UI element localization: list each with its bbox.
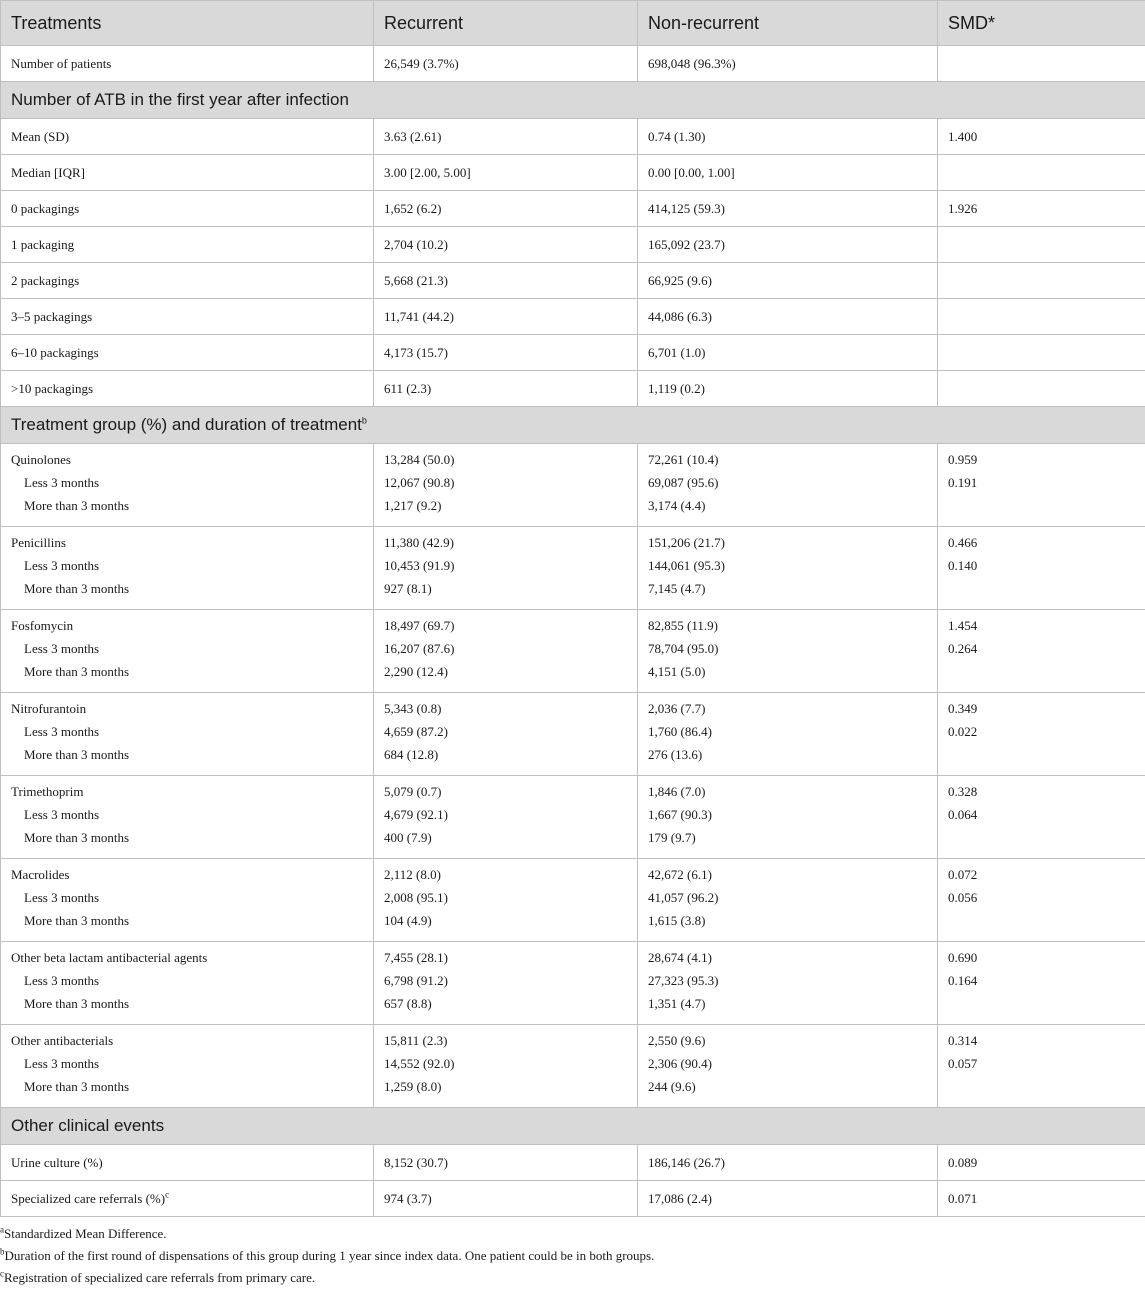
group-label-cell	[1, 942, 374, 1025]
treatment-group-row	[1, 1025, 1145, 1108]
group-name: Trimethoprim	[11, 780, 363, 803]
recurrent-value: 4,659 (87.2)	[384, 720, 627, 743]
smd-value	[938, 299, 1145, 335]
smd-value: 0.064	[948, 803, 1135, 826]
footnote-mark: b	[362, 415, 367, 425]
smd-value	[948, 660, 1135, 683]
recurrent-value: 1,217 (9.2)	[384, 494, 627, 517]
treatment-group-row	[1, 527, 1145, 610]
recurrent-value: 5,343 (0.8)	[384, 697, 627, 720]
non-recurrent-value: 28,674 (4.1)	[648, 946, 927, 969]
recurrent-values	[374, 1025, 638, 1108]
table-header-row	[1, 1, 1145, 46]
table-row	[1, 263, 1145, 299]
smd-value: 0.328	[948, 780, 1135, 803]
group-name: Nitrofurantoin	[11, 697, 363, 720]
footnote-mark: b	[0, 1247, 5, 1257]
non-recurrent-value: 2,036 (7.7)	[648, 697, 927, 720]
section-title: Other clinical events	[1, 1108, 1145, 1145]
non-recurrent-values	[638, 444, 938, 527]
non-recurrent-values	[638, 693, 938, 776]
smd-value: 0.056	[948, 886, 1135, 909]
non-recurrent-value: 44,086 (6.3)	[638, 299, 938, 335]
header-recurrent: Recurrent	[374, 1, 638, 46]
recurrent-value: 5,668 (21.3)	[374, 263, 638, 299]
smd-value: 0.349	[948, 697, 1135, 720]
treatment-group-row	[1, 776, 1145, 859]
smd-value: 0.690	[948, 946, 1135, 969]
non-recurrent-value: 6,701 (1.0)	[638, 335, 938, 371]
footnote-text: Standardized Mean Difference.	[4, 1226, 167, 1241]
footnote-mark: c	[165, 1189, 169, 1199]
recurrent-value: 1,259 (8.0)	[384, 1075, 627, 1098]
smd-value: 0.959	[948, 448, 1135, 471]
smd-value: 0.089	[938, 1145, 1145, 1181]
recurrent-value: 26,549 (3.7%)	[374, 46, 638, 82]
recurrent-value: 684 (12.8)	[384, 743, 627, 766]
recurrent-value: 7,455 (28.1)	[384, 946, 627, 969]
recurrent-value: 16,207 (87.6)	[384, 637, 627, 660]
recurrent-value: 5,079 (0.7)	[384, 780, 627, 803]
non-recurrent-value: 179 (9.7)	[648, 826, 927, 849]
smd-value	[948, 909, 1135, 932]
recurrent-values	[374, 527, 638, 610]
smd-values	[938, 859, 1145, 942]
sub-label-less: Less 3 months	[11, 554, 363, 577]
non-recurrent-value: 0.74 (1.30)	[638, 119, 938, 155]
sub-label-less: Less 3 months	[11, 886, 363, 909]
table-row	[1, 299, 1145, 335]
non-recurrent-value: 2,550 (9.6)	[648, 1029, 927, 1052]
recurrent-value: 11,380 (42.9)	[384, 531, 627, 554]
non-recurrent-value: 41,057 (96.2)	[648, 886, 927, 909]
sub-label-less: Less 3 months	[11, 471, 363, 494]
non-recurrent-value: 7,145 (4.7)	[648, 577, 927, 600]
row-label: Urine culture (%)	[1, 1145, 374, 1181]
non-recurrent-value: 1,615 (3.8)	[648, 909, 927, 932]
recurrent-value: 4,679 (92.1)	[384, 803, 627, 826]
footnote-mark: c	[0, 1269, 4, 1279]
sub-label-more: More than 3 months	[11, 1075, 363, 1098]
footnote-mark: a	[0, 1225, 4, 1235]
group-label-cell	[1, 444, 374, 527]
table-row	[1, 335, 1145, 371]
recurrent-value: 11,741 (44.2)	[374, 299, 638, 335]
non-recurrent-value: 72,261 (10.4)	[648, 448, 927, 471]
recurrent-value: 14,552 (92.0)	[384, 1052, 627, 1075]
group-label-cell	[1, 776, 374, 859]
non-recurrent-value: 186,146 (26.7)	[638, 1145, 938, 1181]
sub-label-more: More than 3 months	[11, 494, 363, 517]
footnote	[0, 1267, 1145, 1289]
section-title: Number of ATB in the first year after infection	[1, 82, 1145, 119]
smd-value: 0.022	[948, 720, 1135, 743]
recurrent-values	[374, 693, 638, 776]
recurrent-value: 15,811 (2.3)	[384, 1029, 627, 1052]
recurrent-value: 1,652 (6.2)	[374, 191, 638, 227]
non-recurrent-value: 3,174 (4.4)	[648, 494, 927, 517]
smd-values	[938, 527, 1145, 610]
sub-label-less: Less 3 months	[11, 720, 363, 743]
non-recurrent-value: 244 (9.6)	[648, 1075, 927, 1098]
smd-value: 0.264	[948, 637, 1135, 660]
smd-value	[948, 494, 1135, 517]
non-recurrent-value: 1,119 (0.2)	[638, 371, 938, 407]
recurrent-value: 8,152 (30.7)	[374, 1145, 638, 1181]
smd-value	[948, 1075, 1135, 1098]
smd-value	[938, 335, 1145, 371]
recurrent-value: 4,173 (15.7)	[374, 335, 638, 371]
non-recurrent-value: 151,206 (21.7)	[648, 531, 927, 554]
footnote-text: Duration of the first round of dispensations of this group during 1 year since index data. One patient could be in both groups.	[5, 1248, 655, 1263]
recurrent-values	[374, 776, 638, 859]
non-recurrent-value: 4,151 (5.0)	[648, 660, 927, 683]
smd-value: 0.164	[948, 969, 1135, 992]
row-label: 0 packagings	[1, 191, 374, 227]
footnotes	[0, 1217, 1145, 1289]
non-recurrent-value: 42,672 (6.1)	[648, 863, 927, 886]
recurrent-value: 2,290 (12.4)	[384, 660, 627, 683]
row-label: Median [IQR]	[1, 155, 374, 191]
section-title: Treatment group (%) and duration of treatment$^b$	[1, 407, 1145, 444]
smd-values	[938, 610, 1145, 693]
non-recurrent-values	[638, 859, 938, 942]
non-recurrent-value: 698,048 (96.3%)	[638, 46, 938, 82]
non-recurrent-value: 69,087 (95.6)	[648, 471, 927, 494]
smd-value: 1.926	[938, 191, 1145, 227]
recurrent-value: 2,008 (95.1)	[384, 886, 627, 909]
non-recurrent-value: 78,704 (95.0)	[648, 637, 927, 660]
group-label-cell	[1, 527, 374, 610]
non-recurrent-value: 66,925 (9.6)	[638, 263, 938, 299]
sub-label-less: Less 3 months	[11, 1052, 363, 1075]
recurrent-value: 18,497 (69.7)	[384, 614, 627, 637]
footnote-text: Registration of specialized care referrals from primary care.	[4, 1270, 315, 1285]
sub-label-more: More than 3 months	[11, 826, 363, 849]
sub-label-more: More than 3 months	[11, 992, 363, 1015]
recurrent-value: 927 (8.1)	[384, 577, 627, 600]
group-name: Penicillins	[11, 531, 363, 554]
table-row	[1, 119, 1145, 155]
recurrent-value: 657 (8.8)	[384, 992, 627, 1015]
non-recurrent-values	[638, 610, 938, 693]
non-recurrent-value: 82,855 (11.9)	[648, 614, 927, 637]
group-name: Other antibacterials	[11, 1029, 363, 1052]
recurrent-values	[374, 859, 638, 942]
non-recurrent-value: 17,086 (2.4)	[638, 1181, 938, 1217]
non-recurrent-values	[638, 942, 938, 1025]
treatment-group-row	[1, 942, 1145, 1025]
recurrent-value: 2,112 (8.0)	[384, 863, 627, 886]
recurrent-value: 611 (2.3)	[374, 371, 638, 407]
row-label: >10 packagings	[1, 371, 374, 407]
smd-values	[938, 693, 1145, 776]
smd-value	[938, 371, 1145, 407]
non-recurrent-value: 414,125 (59.3)	[638, 191, 938, 227]
table-row	[1, 227, 1145, 263]
sub-label-less: Less 3 months	[11, 803, 363, 826]
recurrent-value: 400 (7.9)	[384, 826, 627, 849]
smd-value	[948, 743, 1135, 766]
smd-value: 0.466	[948, 531, 1135, 554]
smd-value: 0.057	[948, 1052, 1135, 1075]
row-label: 2 packagings	[1, 263, 374, 299]
smd-value	[948, 577, 1135, 600]
smd-value: 0.072	[948, 863, 1135, 886]
recurrent-value: 13,284 (50.0)	[384, 448, 627, 471]
sub-label-less: Less 3 months	[11, 969, 363, 992]
table-row	[1, 1145, 1145, 1181]
row-label: 6–10 packagings	[1, 335, 374, 371]
non-recurrent-value: 27,323 (95.3)	[648, 969, 927, 992]
non-recurrent-value: 144,061 (95.3)	[648, 554, 927, 577]
recurrent-values	[374, 942, 638, 1025]
group-label-cell	[1, 1025, 374, 1108]
row-label: Number of patients	[1, 46, 374, 82]
group-label-cell	[1, 610, 374, 693]
treatment-group-row	[1, 859, 1145, 942]
recurrent-value: 2,704 (10.2)	[374, 227, 638, 263]
smd-value: 1.400	[938, 119, 1145, 155]
non-recurrent-values	[638, 776, 938, 859]
smd-value: 0.071	[938, 1181, 1145, 1217]
sub-label-less: Less 3 months	[11, 637, 363, 660]
smd-values	[938, 1025, 1145, 1108]
sub-label-more: More than 3 months	[11, 743, 363, 766]
non-recurrent-value: 1,760 (86.4)	[648, 720, 927, 743]
recurrent-value: 10,453 (91.9)	[384, 554, 627, 577]
table-row	[1, 46, 1145, 82]
row-label: 3–5 packagings	[1, 299, 374, 335]
table-row	[1, 191, 1145, 227]
smd-value	[938, 46, 1145, 82]
row-label: 1 packaging	[1, 227, 374, 263]
group-label-cell	[1, 859, 374, 942]
smd-value: 1.454	[948, 614, 1135, 637]
smd-values	[938, 942, 1145, 1025]
sub-label-more: More than 3 months	[11, 909, 363, 932]
sub-label-more: More than 3 months	[11, 577, 363, 600]
recurrent-value: 3.63 (2.61)	[374, 119, 638, 155]
group-label-cell	[1, 693, 374, 776]
recurrent-values	[374, 444, 638, 527]
smd-value	[938, 155, 1145, 191]
non-recurrent-value: 1,667 (90.3)	[648, 803, 927, 826]
header-smd: SMD*	[938, 1, 1145, 46]
recurrent-values	[374, 610, 638, 693]
smd-value	[948, 826, 1135, 849]
recurrent-value: 6,798 (91.2)	[384, 969, 627, 992]
recurrent-value: 12,067 (90.8)	[384, 471, 627, 494]
non-recurrent-value: 276 (13.6)	[648, 743, 927, 766]
recurrent-value: 974 (3.7)	[374, 1181, 638, 1217]
footnote	[0, 1245, 1145, 1267]
recurrent-value: 3.00 [2.00, 5.00]	[374, 155, 638, 191]
row-label: Mean (SD)	[1, 119, 374, 155]
footnote	[0, 1223, 1145, 1245]
smd-values	[938, 444, 1145, 527]
smd-value: 0.140	[948, 554, 1135, 577]
recurrent-value: 104 (4.9)	[384, 909, 627, 932]
treatment-group-row	[1, 610, 1145, 693]
row-label: Specialized care referrals (%)$^c$	[1, 1181, 374, 1217]
treatment-group-row	[1, 693, 1145, 776]
treatment-group-row	[1, 444, 1145, 527]
non-recurrent-value: 1,846 (7.0)	[648, 780, 927, 803]
smd-value: 0.191	[948, 471, 1135, 494]
group-name: Fosfomycin	[11, 614, 363, 637]
smd-value	[938, 263, 1145, 299]
non-recurrent-values	[638, 1025, 938, 1108]
non-recurrent-value: 2,306 (90.4)	[648, 1052, 927, 1075]
smd-values	[938, 776, 1145, 859]
section-header-other	[1, 1108, 1145, 1145]
group-name: Macrolides	[11, 863, 363, 886]
section-header-atb	[1, 82, 1145, 119]
sub-label-more: More than 3 months	[11, 660, 363, 683]
header-treatments: Treatments	[1, 1, 374, 46]
table-row	[1, 371, 1145, 407]
non-recurrent-value: 165,092 (23.7)	[638, 227, 938, 263]
table-row	[1, 1181, 1145, 1217]
smd-value	[938, 227, 1145, 263]
group-name: Other beta lactam antibacterial agents	[11, 946, 363, 969]
non-recurrent-value: 1,351 (4.7)	[648, 992, 927, 1015]
group-name: Quinolones	[11, 448, 363, 471]
smd-value: 0.314	[948, 1029, 1135, 1052]
table-row	[1, 155, 1145, 191]
section-header-treatment	[1, 407, 1145, 444]
smd-value	[948, 992, 1135, 1015]
non-recurrent-values	[638, 527, 938, 610]
non-recurrent-value: 0.00 [0.00, 1.00]	[638, 155, 938, 191]
header-non-recurrent: Non-recurrent	[638, 1, 938, 46]
